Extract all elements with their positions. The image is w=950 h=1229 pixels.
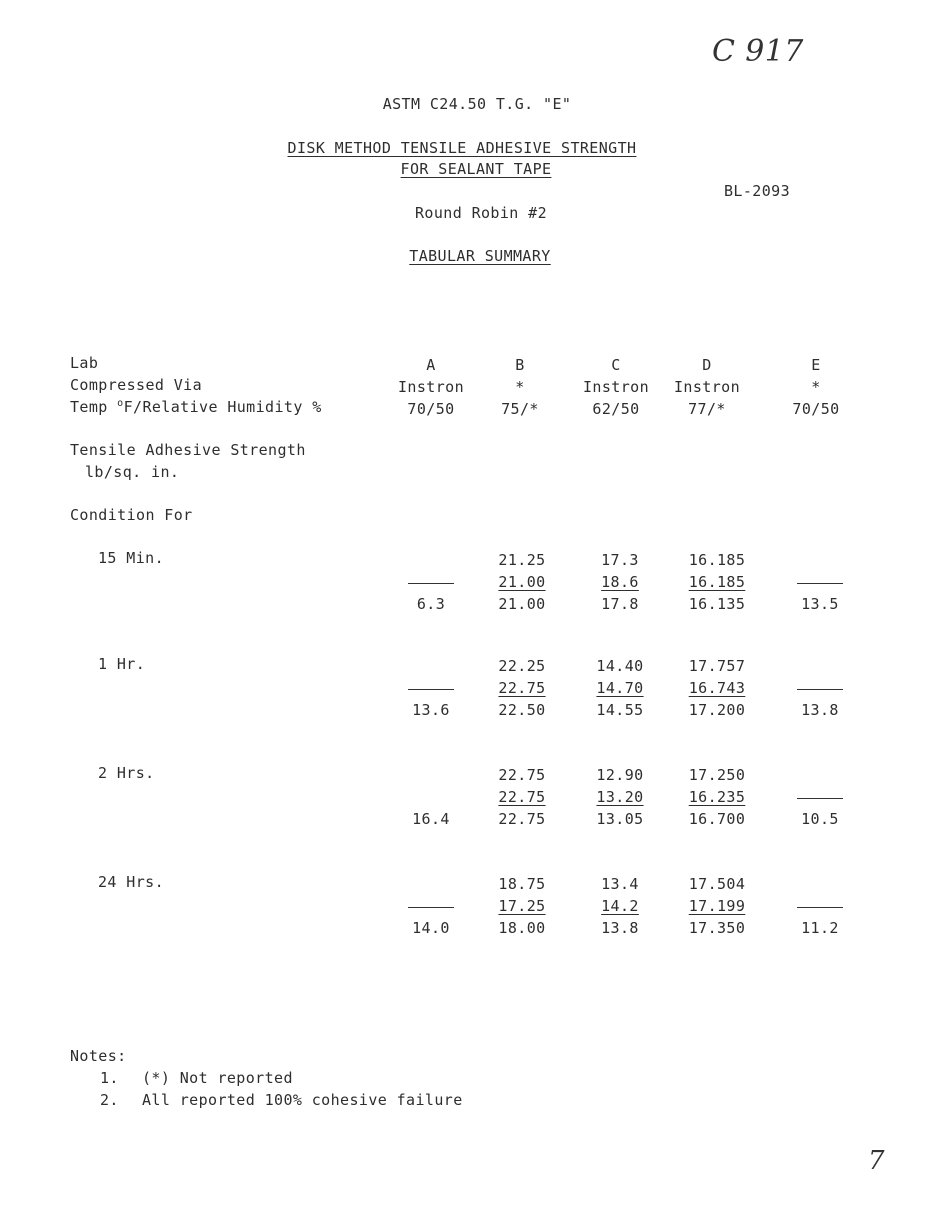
blank-line	[408, 905, 454, 908]
lab-name: D	[702, 356, 712, 374]
cond-15min-lab-a	[391, 549, 471, 615]
reading-1: 17.250	[688, 766, 746, 784]
average-value: 13.8	[601, 919, 639, 937]
average-value: 17.350	[688, 919, 746, 937]
reading-2: 21.00	[498, 573, 546, 591]
reading-2: 16.235	[688, 788, 746, 806]
blank-line	[797, 581, 843, 584]
lab-name: A	[426, 356, 436, 374]
round-robin-label: Round Robin #2	[414, 204, 548, 222]
cond-1hr-lab-e	[780, 655, 860, 721]
temp-prefix: Temp	[70, 398, 118, 416]
cond-15min-lab-d	[677, 549, 757, 615]
cond-2hrs-lab-b	[482, 764, 562, 830]
degree-sup: o	[117, 398, 124, 409]
blank-line	[797, 687, 843, 690]
cond-2hrs-lab-d	[677, 764, 757, 830]
average-value: 13.05	[596, 810, 644, 828]
average-value: 21.00	[498, 595, 546, 613]
cond-2hrs-lab-a	[391, 764, 471, 830]
cond-1hr-lab-d	[677, 655, 757, 721]
reading-2: 18.6	[601, 573, 639, 591]
reading-1: 17.504	[688, 875, 746, 893]
condition-label-15min: 15 Min.	[98, 549, 165, 567]
strength-label-line1: Tensile Adhesive Strength	[70, 441, 306, 459]
average-value: 16.135	[688, 595, 746, 613]
reading-2: 14.2	[601, 897, 639, 915]
cond-2hrs-lab-c	[580, 764, 660, 830]
blank-line	[797, 796, 843, 799]
temp-suffix: F/Relative Humidity %	[123, 398, 322, 416]
compressed-via: *	[515, 378, 525, 396]
cond-1hr-lab-c	[580, 655, 660, 721]
cond-24hrs-lab-a	[391, 873, 471, 939]
blank-line	[408, 581, 454, 584]
cond-24hrs-lab-c	[580, 873, 660, 939]
cond-15min-lab-c	[580, 549, 660, 615]
lab-name: B	[515, 356, 525, 374]
cond-24hrs-lab-d	[677, 873, 757, 939]
lab-column-b-header	[480, 354, 560, 420]
average-value: 13.5	[801, 595, 839, 613]
average-value: 18.00	[498, 919, 546, 937]
average-value: 11.2	[801, 919, 839, 937]
handwritten-doc-code: C 917	[712, 34, 804, 69]
note-item	[70, 1067, 463, 1089]
cond-1hr-lab-b	[482, 655, 562, 721]
blank-line	[797, 905, 843, 908]
reading-2: 14.70	[596, 679, 644, 697]
strength-label-line2: lb/sq. in.	[85, 463, 180, 481]
note-item	[70, 1089, 463, 1111]
row-label-lab: Lab	[70, 354, 99, 372]
reading-1: 12.90	[596, 766, 644, 784]
cond-15min-lab-b	[482, 549, 562, 615]
reading-2: 22.75	[498, 788, 546, 806]
cond-24hrs-lab-e	[780, 873, 860, 939]
average-value: 10.5	[801, 810, 839, 828]
average-value: 17.200	[688, 701, 746, 719]
temp-rh: 70/50	[792, 400, 840, 418]
reading-1: 14.40	[596, 657, 644, 675]
title-line-2: FOR SEALANT TAPE	[400, 160, 552, 178]
compressed-via: Instron	[673, 378, 740, 396]
compressed-via: Instron	[397, 378, 464, 396]
average-value: 13.6	[412, 701, 450, 719]
blank-line	[408, 687, 454, 690]
temp-rh: 75/*	[501, 400, 539, 418]
average-value: 14.0	[412, 919, 450, 937]
temp-rh: 70/50	[407, 400, 455, 418]
lab-name: E	[811, 356, 821, 374]
average-value: 17.8	[601, 595, 639, 613]
reading-1: 18.75	[498, 875, 546, 893]
reading-2: 13.20	[596, 788, 644, 806]
row-label-compressed: Compressed Via	[70, 376, 203, 394]
reading-1: 17.757	[688, 657, 746, 675]
reading-2: 17.199	[688, 897, 746, 915]
committee-line: ASTM C24.50 T.G. "E"	[382, 95, 572, 113]
lab-name: C	[611, 356, 621, 374]
reading-2: 16.743	[688, 679, 746, 697]
cond-24hrs-lab-b	[482, 873, 562, 939]
title-line-1: DISK METHOD TENSILE ADHESIVE STRENGTH	[287, 139, 637, 157]
condition-label-1hr: 1 Hr.	[98, 655, 146, 673]
row-label-temp-rh	[70, 398, 322, 416]
average-value: 22.75	[498, 810, 546, 828]
reading-1: 13.4	[601, 875, 639, 893]
lab-column-c-header	[576, 354, 656, 420]
note-number: 1.	[100, 1069, 119, 1087]
lab-column-e-header	[776, 354, 856, 420]
reading-1: 21.25	[498, 551, 546, 569]
compressed-via: Instron	[582, 378, 649, 396]
reading-2: 22.75	[498, 679, 546, 697]
compressed-via: *	[811, 378, 821, 396]
note-number: 2.	[100, 1091, 119, 1109]
reading-2: 17.25	[498, 897, 546, 915]
average-value: 16.700	[688, 810, 746, 828]
temp-rh: 77/*	[688, 400, 726, 418]
reading-1: 22.75	[498, 766, 546, 784]
average-value: 14.55	[596, 701, 644, 719]
cond-1hr-lab-a	[391, 655, 471, 721]
condition-label-24hrs: 24 Hrs.	[98, 873, 165, 891]
lab-column-a-header	[391, 354, 471, 420]
reading-2: 16.185	[688, 573, 746, 591]
cond-15min-lab-e	[780, 549, 860, 615]
tabular-summary-heading: TABULAR SUMMARY	[409, 247, 551, 265]
reading-1: 17.3	[601, 551, 639, 569]
reading-1: 16.185	[688, 551, 746, 569]
handwritten-page-mark: 7	[868, 1146, 885, 1176]
notes-section	[70, 1045, 463, 1111]
temp-rh: 62/50	[592, 400, 640, 418]
average-value: 6.3	[416, 595, 446, 613]
condition-label-2hrs: 2 Hrs.	[98, 764, 155, 782]
document-id: BL-2093	[724, 182, 791, 200]
note-text: All reported 100% cohesive failure	[142, 1091, 463, 1109]
condition-for-label: Condition For	[70, 506, 193, 524]
average-value: 22.50	[498, 701, 546, 719]
notes-heading: Notes:	[70, 1047, 127, 1065]
cond-2hrs-lab-e	[780, 764, 860, 830]
average-value: 13.8	[801, 701, 839, 719]
note-text: (*) Not reported	[142, 1069, 293, 1087]
reading-1: 22.25	[498, 657, 546, 675]
lab-column-d-header	[667, 354, 747, 420]
average-value: 16.4	[412, 810, 450, 828]
